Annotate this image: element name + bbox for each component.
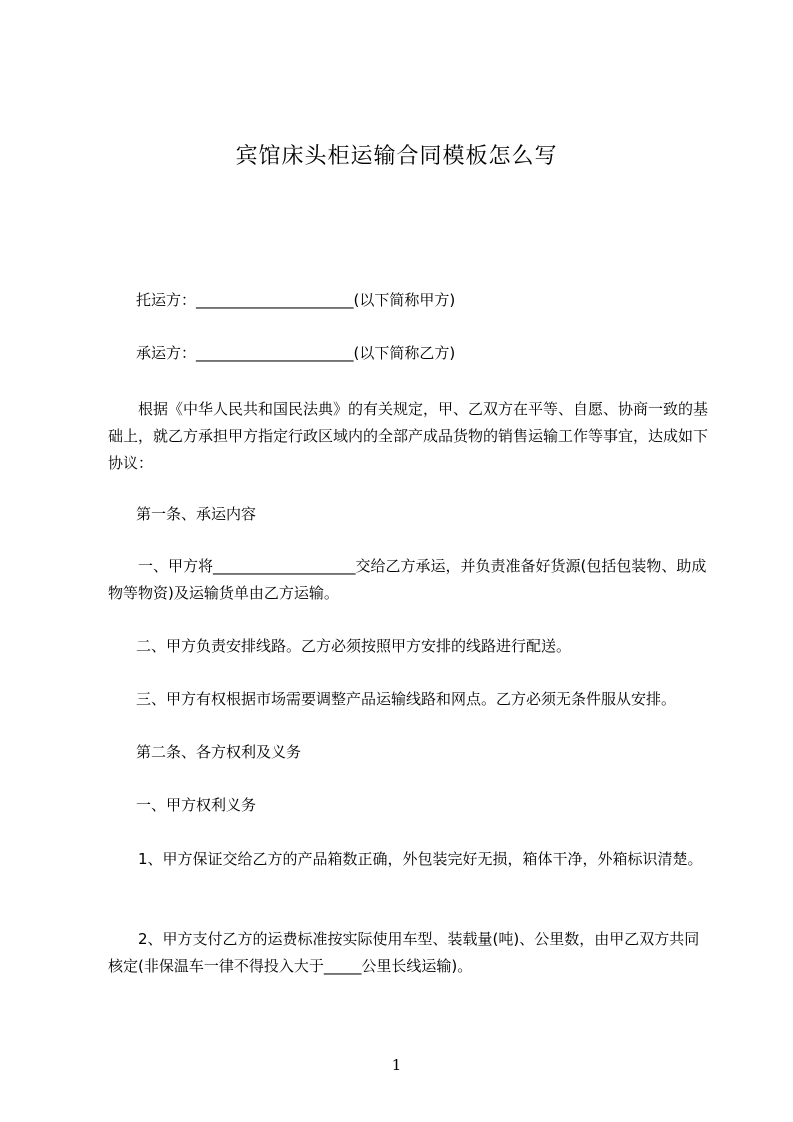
paragraph-article-1-item-2: 二、甲方负责安排线路。乙方必须按照甲方安排的线路进行配送。 <box>136 637 572 655</box>
paragraph-consignor: 托运方：_____________________(以下简称甲方) <box>136 291 456 309</box>
paragraph-article-2-heading: 第二条、各方权利及义务 <box>136 743 302 761</box>
paragraph-carrier: 承运方：_____________________(以下简称乙方) <box>136 344 456 362</box>
paragraph-article-2-item-1: 1、甲方保证交给乙方的产品箱数正确，外包装完好无损，箱体干净，外箱标识清楚。 <box>138 850 703 868</box>
document-title: 宾馆床头柜运输合同模板怎么写 <box>235 144 558 169</box>
paragraph-article-1-heading: 第一条、承运内容 <box>136 505 257 523</box>
paragraph-article-1-item-3: 三、甲方有权根据市场需要调整产品运输线路和网点。乙方必须无条件服从安排。 <box>136 690 677 708</box>
page-number: 1 <box>391 1056 402 1074</box>
paragraph-article-2-section-1: 一、甲方权利义务 <box>136 796 257 814</box>
paragraph-article-1-item-1: 一、甲方将___________________交给乙方承运，并负责准备好货源(包括包装物、助成物等物资)及运输货单由乙方运输。 <box>108 557 707 602</box>
paragraph-preamble: 根据《中华人民共和国民法典》的有关规定，甲、乙双方在平等、自愿、协商一致的基础上，就乙方承担甲方指定行政区域内的全部产成品货物的销售运输工作等事宜，达成如下协议： <box>108 400 709 472</box>
paragraph-article-2-item-2: 2、甲方支付乙方的运费标准按实际使用车型、装载量(吨)、公里数，由甲乙双方共同核定(非保温车一律不得投入大于_____公里长线运输)。 <box>108 930 700 975</box>
